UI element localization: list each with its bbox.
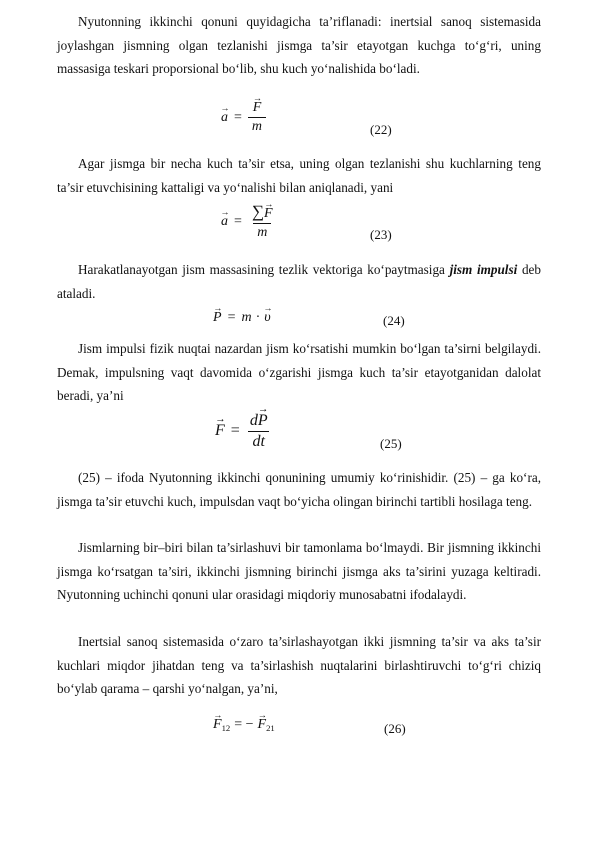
paragraph-interaction: Jismlarning bir–biri bilan ta’sirlashuvi bir tamonlama bo‘lmaydi. Bir jismning ikkinchi jismga ko‘rsatgan ta’siri, ikkinchi jismning birinchi jismga aks ta’sirini yuzaga keltiradi. Nyutonning uchinchi qonuni ular orasidagi miqdoriy munosabatni ifodalaydi. — [57, 540, 541, 602]
paragraph-impulse-meaning: Jism impulsi fizik nuqtai nazardan jism ko‘rsatishi mumkin bo‘lgan ta’sirni belgilaydi. Demak, impulsning vaqt davomida o‘zgarishi jismga kuch ta’sir etayotganidan dalolat beradi, ya’ni — [57, 341, 541, 403]
paragraph-newton-second-law: Nyutonning ikkinchi qonuni quyidagicha ta’riflanadi: inertsial sanoq sistemasida joylashgan jismning olgan tezlanishi jismga ta’sir etayotgan kuchga to‘g‘ri, uning massasiga teskari proporsional bo‘lib, shu kuch yo‘nalishida bo‘ladi. — [57, 14, 541, 76]
paragraph-resultant-force: Agar jismga bir necha kuch ta’sir etsa, uning olgan tezlanishi shu kuchlarning teng ta’sir etuvchisining kattaligi va yo‘nalishi bilan aniqlanadi, yani — [57, 156, 541, 195]
term-jism-impulsi: jism impulsi — [449, 262, 518, 277]
equation-24: → P = m ·→ υ — [213, 310, 271, 326]
equation-number-23: (23) — [370, 227, 392, 242]
equation-26: → $F_{12}$ = −→ $F_{21}$ — [213, 717, 275, 733]
equation-number-24: (24) — [383, 313, 405, 328]
equation-23: → a = $\frac{\sum\to F}{m}$ — [221, 202, 277, 241]
equation-number-25: (25) — [380, 436, 402, 451]
equation-22: → a = → $\frac{F}{m}$ — [221, 100, 266, 135]
paragraph-impulse-definition: Harakatlanayotgan jism massasining tezlik vektoriga ko‘paytmasiga jism impulsi deb ataladi. — [57, 262, 541, 301]
equation-number-22: (22) — [370, 122, 392, 137]
equation-number-26: (26) — [384, 721, 406, 736]
equation-25: → F = $\frac{d\to P}{dt}$ — [215, 412, 272, 451]
paragraph-general-form: (25) – ifoda Nyutonning ikkinchi qonunining umumiy ko‘rinishidir. (25) – ga ko‘ra, jismga ta’sir etuvchi kuch, impulsdan vaqt bo‘yicha olingan birinchi tartibli hosilaga teng. — [57, 470, 541, 509]
paragraph-newton-third-law: Inertsial sanoq sistemasida o‘zaro ta’sirlashayotgan ikki jismning ta’sir va aks ta’sir kuchlari miqdor jihatdan teng va ta’sirlashish nuqtalarini birlashtiruvchi to‘g‘ri chiziq bo‘ylab qarama – qarshi yo‘nalgan, ya’ni, — [57, 634, 541, 696]
